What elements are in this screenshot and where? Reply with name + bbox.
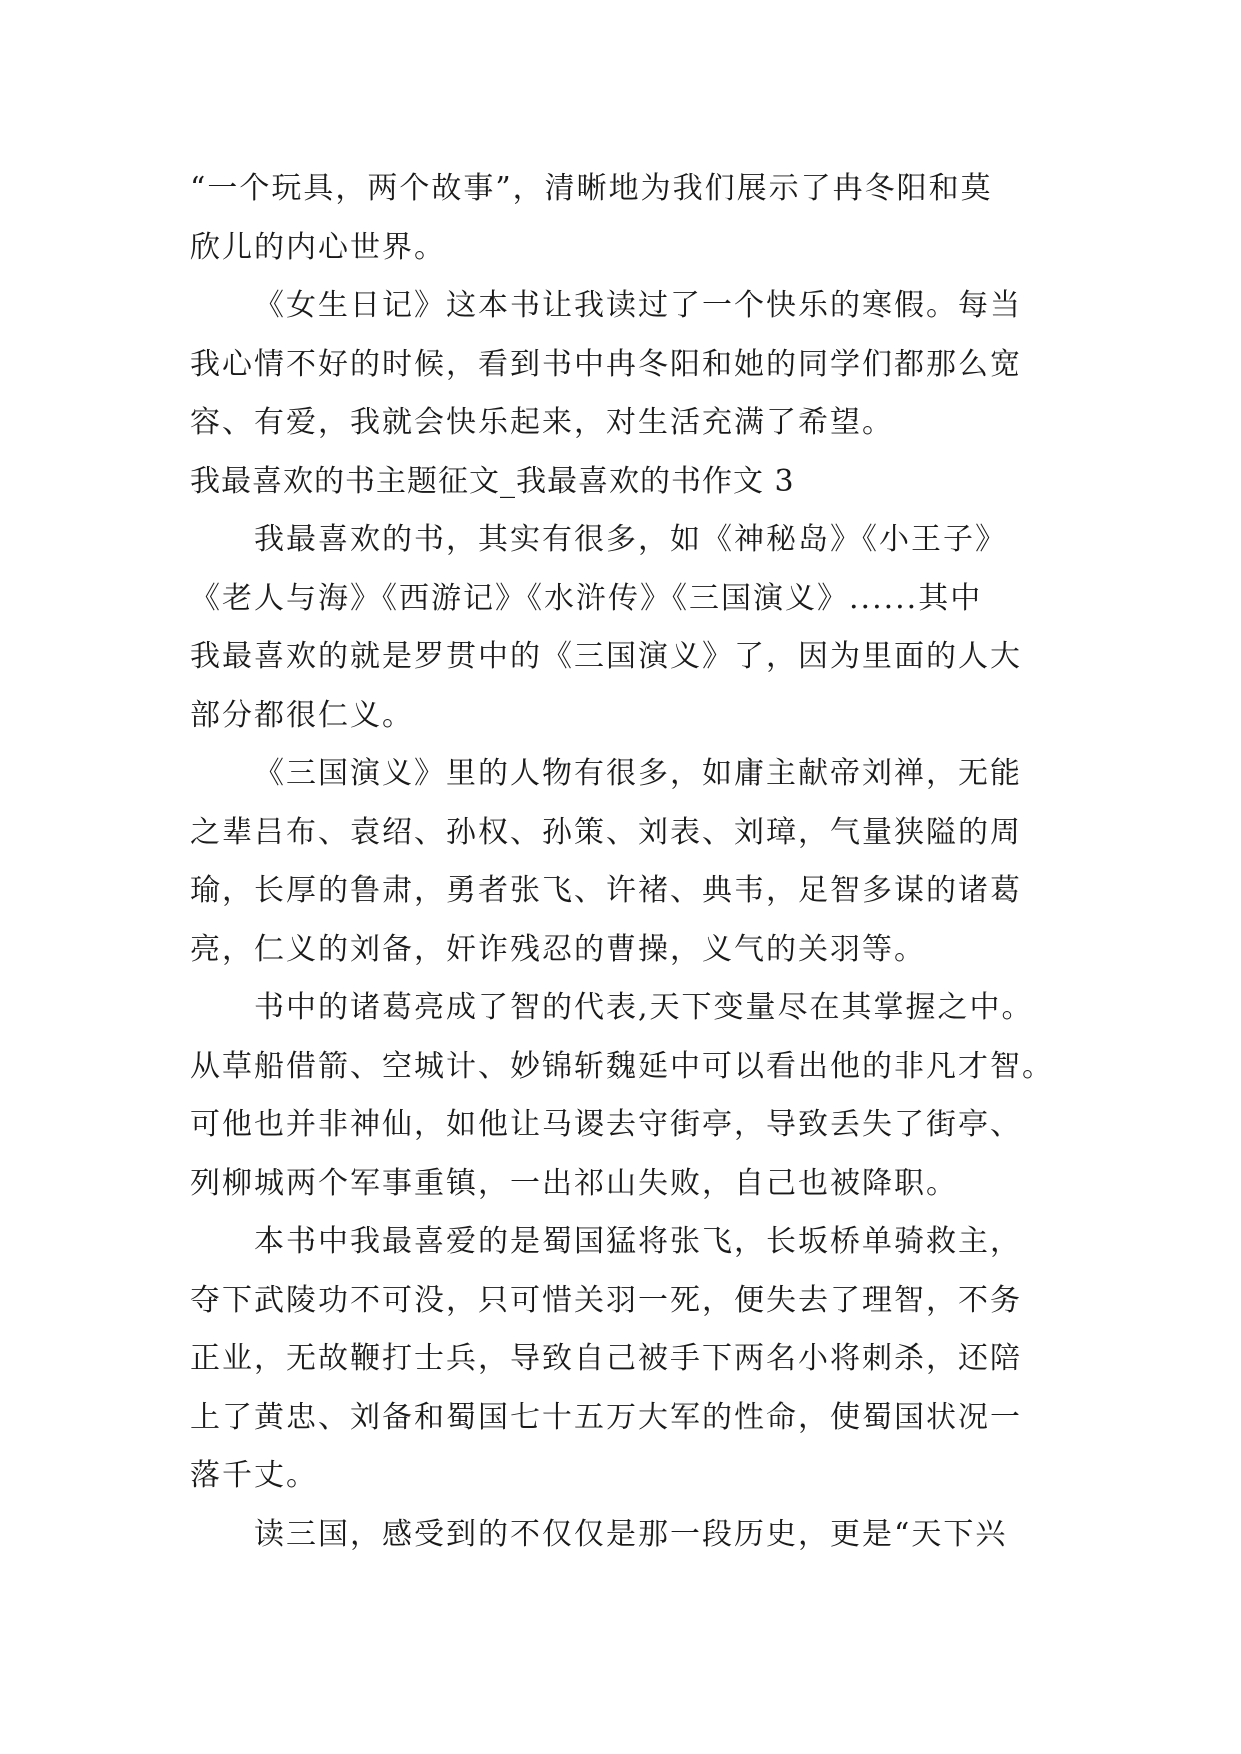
text-line: 瑜，长厚的鲁肃，勇者张飞、许褚、典韦，足智多谋的诸葛: [190, 873, 1022, 908]
text-line: 读三国，感受到的不仅仅是那一段历史，更是“天下兴: [254, 1516, 1008, 1552]
text-line: 本书中我最喜爱的是蜀国猛将张飞，长坂桥单骑救主，: [254, 1224, 1022, 1259]
section-heading-text: 我最喜欢的书主题征文_我最喜欢的书作文 3: [190, 463, 795, 499]
paragraph-1: [190, 160, 1060, 277]
paragraph-5: [190, 979, 1060, 1213]
text-line: 我最喜欢的书，其实有很多，如《神秘岛》《小王子》: [254, 522, 1007, 557]
text-line: 容、有爱，我就会快乐起来，对生活充满了希望。: [190, 405, 894, 440]
text-line: 之辈吕布、袁绍、孙权、孙策、刘表、刘璋，气量狭隘的周: [190, 814, 1022, 850]
text-line: 可他也并非神仙，如他让马谡去守街亭，导致丢失了街亭、: [190, 1107, 1022, 1142]
text-line: 正业，无故鞭打士兵，导致自己被手下两名小将刺杀，还陪: [190, 1341, 1022, 1376]
paragraph-7: [190, 1506, 1060, 1565]
document-body: [190, 160, 1060, 1564]
text-line: 书中的诸葛亮成了智的代表,天下变量尽在其掌握之中。: [254, 990, 1034, 1025]
text-line: 我心情不好的时候，看到书中冉冬阳和她的同学们都那么宽: [190, 346, 1022, 382]
text-line: 夺下武陵功不可没，只可惜关羽一死，便失去了理智，不务: [190, 1282, 1022, 1318]
paragraph-6: [190, 1213, 1060, 1506]
text-line: 列柳城两个军事重镇，一出祁山失败，自己也被降职。: [190, 1165, 958, 1201]
text-line: 欣儿的内心世界。: [190, 229, 446, 265]
text-line: 《女生日记》这本书让我读过了一个快乐的寒假。每当: [254, 288, 1022, 323]
text-line: 从草船借箭、空城计、妙锦斩魏延中可以看出他的非凡才智。: [190, 1048, 1054, 1084]
paragraph-4: [190, 745, 1060, 979]
text-line: 《老人与海》《西游记》《水浒传》《三国演义》......其中: [190, 580, 983, 616]
text-line: 亮，仁义的刘备，奸诈残忍的曹操，义气的关羽等。: [190, 931, 926, 967]
text-line: “一个玩具，两个故事”，清晰地为我们展示了冉冬阳和莫: [190, 171, 993, 206]
paragraph-3: [190, 511, 1060, 745]
text-line: 落千丈。: [190, 1458, 318, 1493]
paragraph-2: [190, 277, 1060, 453]
text-line: 《三国演义》里的人物有很多，如庸主献帝刘禅，无能: [254, 756, 1022, 791]
section-heading: [190, 453, 1060, 512]
text-line: 部分都很仁义。: [190, 697, 414, 733]
text-line: 上了黄忠、刘备和蜀国七十五万大军的性命，使蜀国状况一: [190, 1399, 1022, 1435]
text-line: 我最喜欢的就是罗贯中的《三国演义》了，因为里面的人大: [190, 639, 1022, 674]
